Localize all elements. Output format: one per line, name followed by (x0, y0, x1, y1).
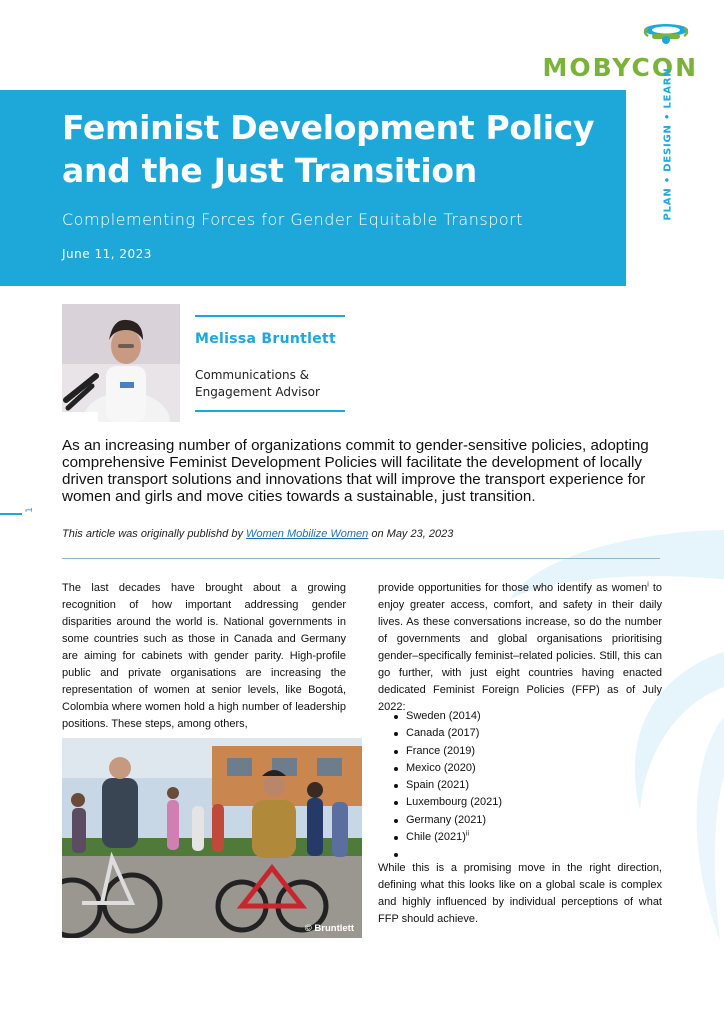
list-item: Spain (2021) (392, 777, 652, 794)
header-banner (0, 90, 626, 286)
footnote-ref-i: i (647, 581, 649, 589)
author-divider-top (195, 315, 345, 317)
origin-note (62, 528, 453, 540)
section-divider (62, 558, 660, 559)
cyclists-photo-image (62, 738, 362, 938)
publish-date: June 11, 2023 (62, 247, 152, 261)
body-left-paragraph: The last decades have brought about a growing recognition of how important addressing gender disparities around the world is. National governments in some countries such as those in Canada and Germany are aiming for cabinets with gender parity. High-profile public and private organisations are increasing the representation of women at senior levels, like Bogotá, Colombia where women hold a high number of leadership positions. These steps, among others, (62, 582, 346, 730)
brand-tagline-text: PLAN • DESIGN • LEARN (662, 67, 674, 221)
ffp-country-list (392, 708, 652, 846)
footnote-ref-ii: ii (465, 830, 470, 838)
list-item: Luxembourg (2021) (392, 794, 652, 811)
article-photo (62, 738, 362, 938)
author-name: Melissa Bruntlett (195, 331, 336, 347)
list-item: Mexico (2020) (392, 760, 652, 777)
body-right-paragraph-2: While this is a promising move in the right direction, defining what this looks like on a global scale is complex and highly influenced by individual perceptions of what FFP should achieve. (378, 862, 662, 925)
body-right-p1-pre: provide opportunities for those who identify as women (378, 582, 648, 594)
page-title: Feminist Development Policy and the Just Transition (62, 108, 595, 190)
list-item: Sweden (2014) (392, 708, 652, 725)
list-item: Chile $(2021)^{ii}$ (392, 829, 652, 846)
intro-paragraph: As an increasing number of organizations commit to gender-sensitive policies, adopting comprehensive Feminist Development Policies will facilitate the development of locally driven transport solutions and innovations that will improve the transport experience for women and girls and move cities towards a sustainable, just transition. (62, 437, 649, 505)
logo-mark-icon (638, 20, 694, 50)
body-right-paragraph-1 (378, 580, 662, 716)
brand-tagline (655, 67, 675, 230)
page-number: 1 (24, 507, 35, 513)
author-divider-bottom (195, 410, 345, 412)
brand-name: MOBYCON (542, 53, 698, 82)
list-item: France (2019) (392, 743, 652, 760)
body-right-p1-post: to enjoy greater access, comfort, and safety in their daily lives. As these conversations increase, so do the number of governments and global organisations prioritising gender–specifically feminist–related policies. Still, this can go further, with just eight countries having enacted dedicated Feminist Foreign Policies (FFP) as of July 2022: (378, 582, 662, 713)
page-subtitle: Complementing Forces for Gender Equitable Transport (62, 210, 523, 229)
origin-suffix: on May 23, 2023 (371, 528, 454, 540)
origin-prefix: This article was originally publishd by (62, 528, 243, 540)
author-role: Communications & Engagement Advisor (195, 368, 320, 399)
mobycon-logo (538, 20, 698, 80)
photo-credit: © Bruntlett (304, 923, 354, 934)
page-number-marker (0, 513, 22, 515)
origin-link[interactable]: Women Mobilize Women (246, 528, 369, 540)
author-photo (62, 304, 180, 422)
list-item: Germany (2021) (392, 812, 652, 829)
list-item: Canada (2017) (392, 725, 652, 742)
